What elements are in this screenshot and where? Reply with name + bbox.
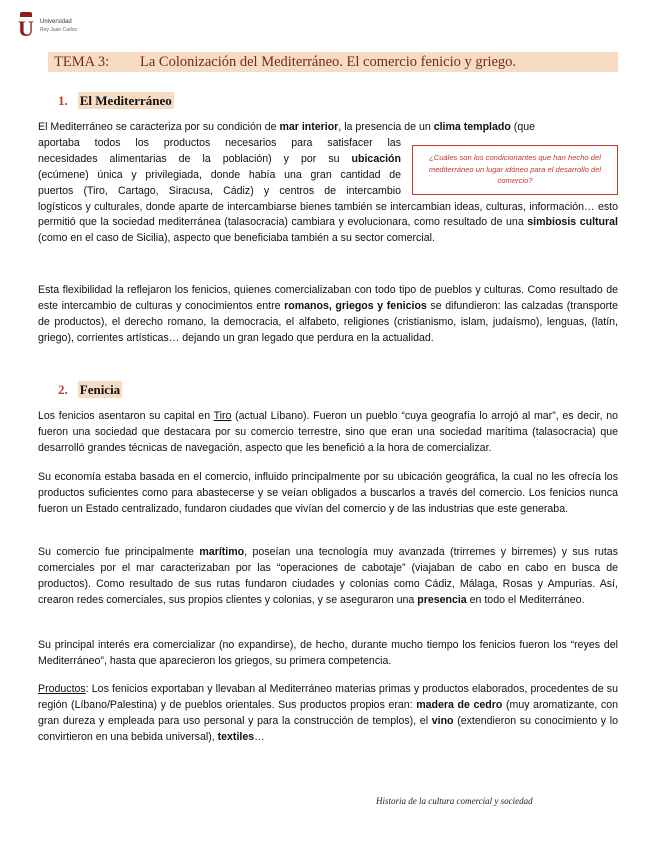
- logo-letter: U: [18, 16, 34, 41]
- text: (muy aromatizante, con gran dureza y empleada para uso personal y para la construcción de templos), el: [38, 698, 618, 727]
- logo-subname: Rey Juan Carlos: [40, 27, 77, 33]
- text: El Mediterráneo se caracteriza por su condición de: [38, 121, 280, 133]
- text: (extendieron su conocimiento y lo convirtieron en una bebida universal),: [38, 714, 618, 743]
- section-title: El Mediterráneo: [79, 93, 172, 108]
- bold-text: vino: [431, 714, 454, 727]
- bold-text: marítimo: [199, 546, 245, 558]
- text-line: (ecúmene) única y privilegiada, donde había una gran cantidad de: [38, 168, 401, 181]
- bold-text: clima templado: [433, 121, 511, 133]
- bold-text: madera de cedro: [416, 698, 503, 711]
- text-line: [38, 120, 618, 136]
- paragraph: [38, 409, 618, 457]
- text: …: [254, 730, 265, 743]
- callout-question: ¿Cuáles son los condicionantes que han hecho del mediterráneo un lugar idóneo para el desarrollo del comercio?: [412, 145, 618, 195]
- text-line: [38, 152, 401, 168]
- footer-text: Historia de la cultura comercial y sociedad: [376, 796, 533, 806]
- tema-title: La Colonización del Mediterráneo. El comercio fenicio y griego.: [140, 54, 517, 70]
- section-title: Fenicia: [79, 382, 121, 397]
- text: Los fenicios asentaron su capital en: [38, 410, 214, 422]
- text-line: [38, 200, 618, 248]
- text: (como en el caso de Sicilia), aspecto que beneficiaba también a su sector comercial.: [38, 232, 435, 245]
- text: (actual Líbano). Fueron un pueblo “cuya geografía lo arrojó al mar”, es decir, no fueron una sociedad que destacara por su comercio terrestre, sino que eran una sociedad marítima (talasocracia) que desarrolló grandes técnicas de navegación, aspecto que les benefició a la hora de comercializar.: [38, 410, 618, 454]
- text: (que: [510, 121, 535, 133]
- paragraph: [38, 545, 618, 609]
- tema-label: TEMA 3:: [54, 54, 110, 70]
- text: Su comercio fue principalmente: [38, 546, 200, 558]
- paragraph: Su economía estaba basada en el comercio, influido principalmente por su ubicación geográfica, la cual no les ofrecía los productos suficientes como para abastecerse y se veían obligados a buscarlos a través del comercio. Los fenicios nunca fueron un Estado centralizado, fundaron ciudades que vivían del comercio y de las industrias que este generaba.: [38, 471, 618, 515]
- paragraph: Su principal interés era comercializar (no expandirse), de hecho, durante mucho tiempo los fenicios fueron los “reyes del Mediterráneo”, hasta que aparecieron los griegos, su primera competencia.: [38, 639, 618, 667]
- section-number: 2.: [58, 382, 68, 397]
- text: , la presencia de un: [338, 121, 434, 133]
- text: Esta flexibilidad la reflejaron los fenicios, quienes comercializaban con todo tipo de pueblos y culturas. Como resultado de este intercambio de culturas y conocimientos entre: [38, 284, 618, 312]
- bold-text: simbiosis cultural: [527, 216, 618, 229]
- text: , poseían una tecnología muy avanzada (trirremes y birremes) y sus rutas comerciales por el mar caracterizaban por las “operaciones de cabotaje” (viajaban de cabo en cabo en busca de productos). Como resultado de sus rutas fundaron ciudades y colonias como Cádiz, Málaga, Rosas y Ampurias. Así, crearon redes comerciales, sus propios clientes y colonias, y se aseguraron una: [38, 546, 618, 606]
- section-heading-1: [58, 93, 174, 109]
- underlined-text: Tiro: [213, 410, 232, 422]
- text-line: aportaba todos los productos necesarios para satisfacer las: [38, 136, 401, 149]
- paragraph: [38, 682, 618, 746]
- section-heading-2: [58, 382, 122, 398]
- bold-text: romanos, griegos y fenicios: [284, 299, 427, 312]
- bold-text: mar interior: [279, 121, 339, 133]
- text: : Los fenicios exportaban y llevaban al Mediterráneo materias primas y productos elaborados, procedentes de su región (Líbano/Palestina) y de pueblos orientales. Sus productos propios eran:: [38, 683, 618, 711]
- bold-text: presencia: [417, 593, 467, 606]
- section-number: 1.: [58, 93, 68, 108]
- bold-text: ubicación: [351, 152, 401, 165]
- text-line: puertos (Tiro, Cartago, Siracusa, Cádiz) y centros de intercambio: [38, 184, 401, 197]
- bold-text: textiles: [217, 730, 255, 743]
- logo-name: Universidad: [40, 19, 72, 25]
- paragraph: [38, 120, 618, 247]
- paragraph: [38, 283, 618, 347]
- university-logo: [18, 12, 98, 42]
- page-title: [48, 52, 618, 72]
- text: se difundieron: las calzadas (transporte de productos), el derecho romano, la democracia, el alfabeto, religiones (cristianismo, islam, judaísmo), lenguas, (latín, griego), corrientes artísticas… dejando un gran legado que perdura en la actualidad.: [38, 299, 618, 344]
- text: en todo el Mediterráneo.: [466, 593, 585, 606]
- text: necesidades alimentarias de la población) y por su: [38, 152, 352, 165]
- underlined-text: Productos: [38, 683, 86, 695]
- text: logísticos y culturales, donde aparte de intercambiarse bienes también se intercambian ideas, culturas, información… esto permitió que la sociedad mediterránea (talasocracia) cambiara y evolucionara, como resultado de una: [38, 200, 618, 229]
